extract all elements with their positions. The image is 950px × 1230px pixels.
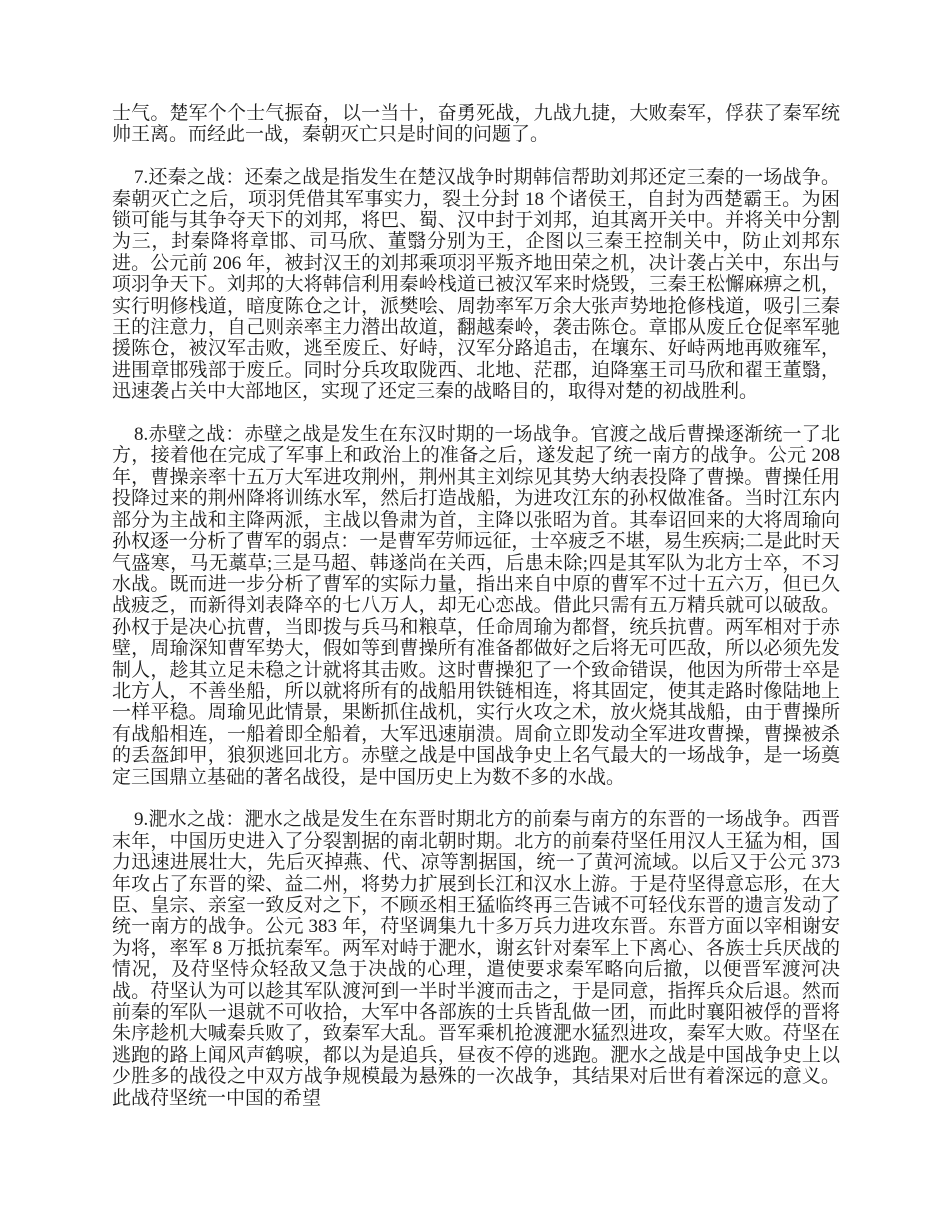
paragraph-battle-6-continuation: 士气。楚军个个士气振奋，以一当十，奋勇死战，九战九捷，大败秦军，俘获了秦军统帅王离。而经此一战，秦朝灭亡只是时间的问题了。	[112, 103, 840, 146]
paragraph-battle-7-huanqin: 7.还秦之战：还秦之战是指发生在楚汉战争时期韩信帮助刘邦还定三秦的一场战争。秦朝灭亡之后，项羽凭借其军事实力，裂土分封 18 个诸侯王，自封为西楚霸王。为困锁可能与其争夺天下的刘邦，将巴、蜀、汉中封于刘邦，迫其离开关中。并将关中分割为三，封秦降将章邯、司马欣、董翳分别为王，企图以三秦王控制关中，防止刘邦东进。公元前 206 年，被封汉王的刘邦乘项羽平叛齐地田荣之机，决计袭占关中，东出与项羽争天下。刘邦的大将韩信利用秦岭栈道已被汉军来时烧毁，三秦王松懈麻痹之机，实行明修栈道，暗度陈仓之计，派樊哙、周勃率军万余大张声势地抢修栈道，吸引三秦王的注意力，自己则亲率主力潜出故道，翻越秦岭，袭击陈仓。章邯从废丘仓促率军驰援陈仓，被汉军击败，逃至废丘、好峙，汉军分路追击，在壤东、好峙两地再败雍军，进围章邯残部于废丘。同时分兵攻取陇西、北地、茫郡，迫降塞王司马欣和翟王董翳，迅速袭占关中大部地区，实现了还定三秦的战略目的，取得对楚的初战胜利。	[112, 167, 840, 403]
paragraph-battle-9-feishui: 9.淝水之战：淝水之战是发生在东晋时期北方的前秦与南方的东晋的一场战争。西晋末年，中国历史进入了分裂割据的南北朝时期。北方的前秦苻坚任用汉人王猛为相，国力迅速进展壮大，先后灭掉燕、代、凉等割据国，统一了黄河流域。以后又于公元 373 年攻占了东晋的梁、益二州，将势力扩展到长江和汉水上游。于是苻坚得意忘形，在大臣、皇宗、亲室一致反对之下，不顾丞相王猛临终再三告诫不可轻伐东晋的遗言发动了统一南方的战争。公元 383 年，苻坚调集九十多万兵力进攻东晋。东晋方面以宰相谢安为将，率军 8 万抵抗秦军。两军对峙于淝水，谢玄针对秦军上下离心、各族士兵厌战的情况，及苻坚恃众轻敌又急于决战的心理，遣使要求秦军略向后撤，以便晋军渡河决战。苻坚认为可以趁其军队渡河到一半时半渡而击之，于是同意，指挥兵众后退。然而前秦的军队一退就不可收拾，大军中各部族的士兵皆乱做一团，而此时襄阳被俘的晋将朱序趁机大喊秦兵败了，致秦军大乱。晋军乘机抢渡淝水猛烈进攻，秦军大败。苻坚在逃跑的路上闻风声鹤唳，都以为是追兵，昼夜不停的逃跑。淝水之战是中国战争史上以少胜多的战役之中双方战争规模最为悬殊的一次战争，其结果对后世有着深远的意义。此战苻坚统一中国的希望	[112, 809, 840, 1109]
paragraph-battle-8-chibi: 8.赤壁之战：赤壁之战是发生在东汉时期的一场战争。官渡之战后曹操逐渐统一了北方，接着他在完成了军事上和政治上的准备之后，遂发起了统一南方的战争。公元 208 年，曹操亲率十五万大军进攻荆州，荆州其主刘综见其势大纳表投降了曹操。曹操任用投降过来的荆州降将训练水军，然后打造战船，为进攻江东的孙权做准备。当时江东内部分为主战和主降两派，主战以鲁肃为首，主降以张昭为首。其奉诏回来的大将周瑜向孙权逐一分析了曹军的弱点：一是曹军劳师远征，士卒疲乏不堪，易生疾病;二是此时天气盛寒，马无藁草;三是马超、韩遂尚在关西，后患未除;四是其军队为北方士卒，不习水战。既而进一步分析了曹军的实际力量，指出来自中原的曹军不过十五六万，但已久战疲乏，而新得刘表降卒的七八万人，却无心恋战。借此只需有五万精兵就可以破敌。孙权于是决心抗曹，当即拨与兵马和粮草，任命周瑜为都督，统兵抗曹。两军相对于赤壁，周瑜深知曹军势大，假如等到曹操所有准备都做好之后将无可匹敌，所以必须先发制人，趁其立足未稳之计就将其击败。这时曹操犯了一个致命错误，他因为所带士卒是北方人，不善坐船，所以就将所有的战船用铁链相连，将其固定，使其走路时像陆地上一样平稳。周瑜见此情景，果断抓住战机，实行火攻之术，放火烧其战船，由于曹操所有战船相连，一船着即全船着，大军迅速崩溃。周俞立即发动全军进攻曹操，曹操被杀的丢盔卸甲，狼狈逃回北方。赤壁之战是中国战争史上名气最大的一场战争，是一场奠定三国鼎立基础的著名战役，是中国历史上为数不多的水战。	[112, 424, 840, 788]
document-page	[112, 103, 840, 1130]
